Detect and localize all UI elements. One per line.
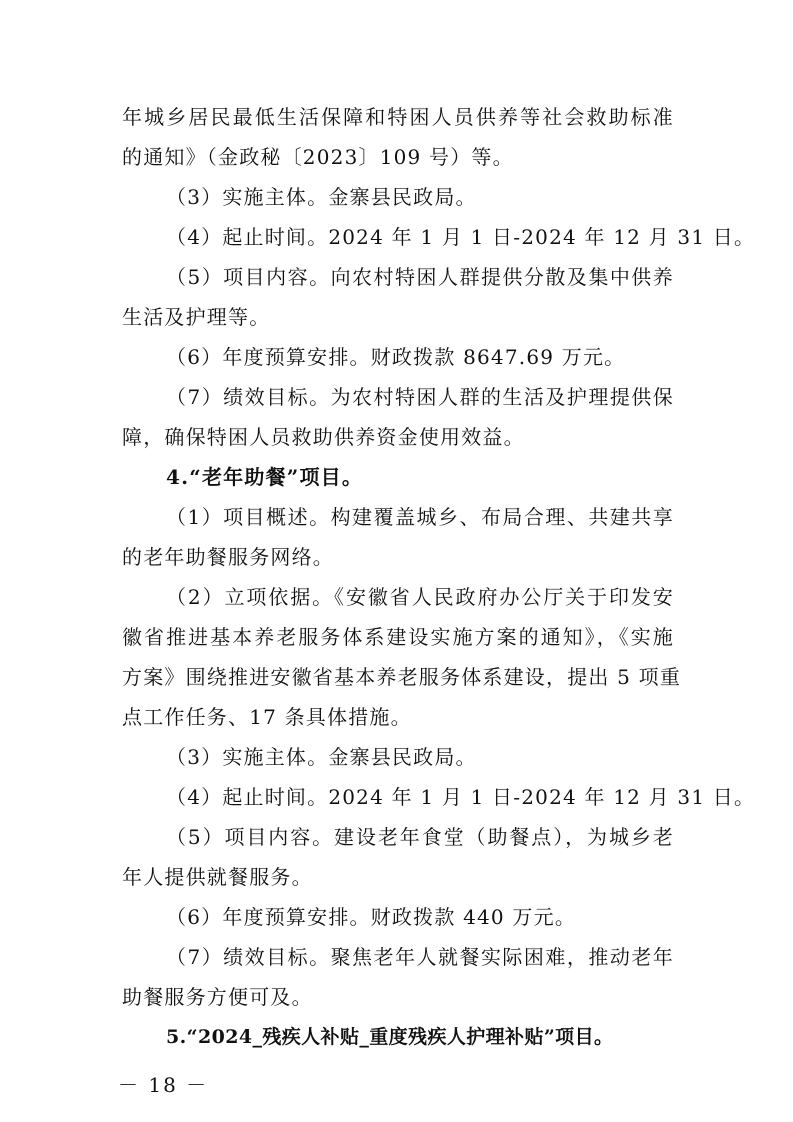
text-line-18: （4）起止时间。2024 年 1 月 1 日-2024 年 12 月 31 日。 [166,785,756,809]
text-line-8: （7）绩效目标。为农村特困人群的生活及护理提供保 [166,385,674,409]
section-heading-4: 4.“老年助餐”项目。 [166,465,364,489]
text-line-17: （3）实施主体。金寨县民政局。 [166,745,477,769]
page-number: － 18 － [118,1073,209,1097]
section-heading-5: 5.“2024_残疾人补贴_重度残疾人护理补贴”项目。 [166,1026,614,1048]
text-line-14: 徽省推进基本养老服务体系建设实施方案的通知》，《实施 [122,625,674,649]
text-line-7: （6）年度预算安排。财政拨款 8647.69 万元。 [166,345,626,369]
text-line-3: （3）实施主体。金寨县民政局。 [166,185,477,209]
text-line-9: 障，确保特困人员救助供养资金使用效益。 [122,425,525,449]
text-line-6: 生活及护理等。 [122,305,271,329]
text-line-11: （1）项目概述。构建覆盖城乡、布局合理、共建共享 [166,505,674,529]
text-line-16: 点工作任务、17 条具体措施。 [122,705,412,729]
text-line-15: 方案》围绕推进安徽省基本养老服务体系建设，提出 5 项重 [122,665,682,689]
text-line-12: 的老年助餐服务网络。 [122,545,334,569]
text-line-19: （5）项目内容。建设老年食堂（助餐点），为城乡老 [166,825,674,849]
text-line-21: （6）年度预算安排。财政拨款 440 万元。 [166,905,577,929]
text-line-2: 的通知》（金政秘〔2023〕109 号）等。 [122,145,514,169]
text-line-20: 年人提供就餐服务。 [122,865,313,889]
text-line-13: （2）立项依据。《安徽省人民政府办公厅关于印发安 [166,585,674,609]
text-line-22: （7）绩效目标。聚焦老年人就餐实际困难，推动老年 [166,945,674,969]
text-line-23: 助餐服务方便可及。 [122,985,313,1009]
text-line-1: 年城乡居民最低生活保障和特困人员供养等社会救助标准 [122,105,674,129]
text-line-4: （4）起止时间。2024 年 1 月 1 日-2024 年 12 月 31 日。 [166,225,756,249]
text-line-5: （5）项目内容。向农村特困人群提供分散及集中供养 [166,265,674,289]
